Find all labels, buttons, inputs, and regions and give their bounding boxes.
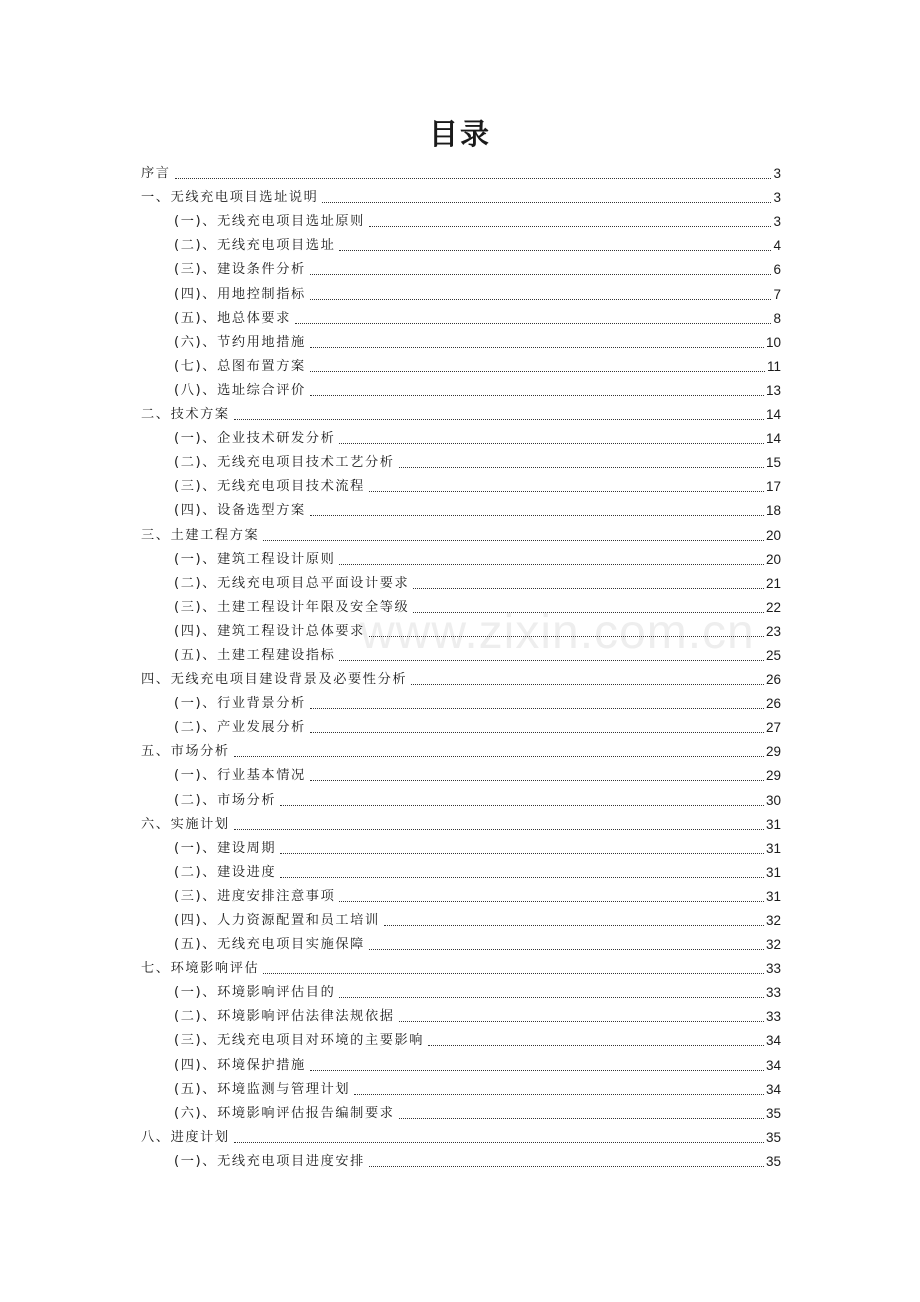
toc-leader-dots	[310, 371, 765, 372]
toc-entry-page-number: 14	[765, 407, 781, 423]
toc-entry-page-number: 11	[766, 358, 781, 374]
toc-entry[interactable]	[141, 232, 781, 256]
toc-entry[interactable]	[141, 1027, 781, 1051]
toc-entry[interactable]	[141, 1124, 781, 1148]
toc-leader-dots	[310, 274, 772, 275]
toc-leader-dots	[310, 347, 764, 348]
toc-leader-dots	[310, 299, 772, 300]
toc-entry-label: (二)、环境影响评估法律法规依据	[174, 1009, 395, 1025]
toc-entry[interactable]	[141, 570, 781, 594]
toc-entry-page-number: 32	[765, 937, 781, 953]
toc-entry-page-number: 14	[765, 431, 781, 447]
toc-entry-label: (六)、节约用地措施	[174, 334, 306, 350]
toc-leader-dots	[411, 684, 764, 685]
toc-entry-page-number: 31	[765, 888, 781, 904]
toc-entry-label: (四)、建筑工程设计总体要求	[174, 623, 365, 639]
toc-entry-page-number: 29	[765, 744, 781, 760]
toc-leader-dots	[310, 515, 764, 516]
toc-leader-dots	[310, 395, 764, 396]
toc-entry-label: 三、土建工程方案	[141, 527, 260, 543]
toc-entry-label: (二)、产业发展分析	[174, 720, 306, 736]
toc-entry[interactable]	[141, 208, 781, 232]
toc-leader-dots	[234, 1142, 764, 1143]
toc-leader-dots	[339, 901, 764, 902]
toc-entry-page-number: 29	[765, 768, 781, 784]
toc-leader-dots	[310, 1070, 764, 1071]
toc-entry-label: 二、技术方案	[141, 407, 230, 423]
toc-leader-dots	[369, 949, 764, 950]
toc-entry[interactable]	[141, 329, 781, 353]
toc-entry[interactable]	[141, 1003, 781, 1027]
toc-leader-dots	[339, 660, 764, 661]
toc-entry-label: (五)、环境监测与管理计划	[174, 1081, 351, 1097]
toc-entry[interactable]	[141, 377, 781, 401]
toc-leader-dots	[399, 467, 764, 468]
toc-leader-dots	[384, 925, 764, 926]
toc-leader-dots	[369, 226, 772, 227]
toc-entry-page-number: 21	[765, 575, 781, 591]
toc-entry-page-number: 35	[765, 1129, 781, 1145]
toc-entry-label: (三)、建设条件分析	[174, 262, 306, 278]
toc-entry[interactable]	[141, 642, 781, 666]
toc-entry-label: (四)、人力资源配置和员工培训	[174, 913, 380, 928]
toc-entry-page-number: 32	[765, 913, 781, 928]
toc-entry-page-number: 4	[773, 238, 781, 254]
toc-leader-dots	[263, 540, 764, 541]
toc-entry-page-number: 3	[773, 166, 781, 182]
toc-entry[interactable]	[141, 931, 781, 955]
toc-entry[interactable]	[141, 160, 781, 184]
toc-entry-page-number: 33	[765, 961, 781, 977]
toc-entry-page-number: 27	[765, 720, 781, 736]
toc-entry[interactable]	[141, 594, 781, 618]
toc-entry-page-number: 13	[765, 382, 781, 398]
toc-entry-label: (二)、无线充电项目技术工艺分析	[174, 455, 395, 471]
toc-entry[interactable]	[141, 1100, 781, 1124]
toc-entry-page-number: 10	[765, 334, 781, 350]
toc-entry-label: 七、环境影响评估	[141, 961, 260, 977]
toc-entry-label: 六、实施计划	[141, 816, 230, 832]
toc-entry-label: (七)、总图布置方案	[174, 358, 306, 374]
toc-entry-label: 一、无线充电项目选址说明	[141, 190, 319, 206]
toc-leader-dots	[234, 419, 764, 420]
toc-entry[interactable]	[141, 401, 781, 425]
toc-entry-label: (一)、无线充电项目选址原则	[174, 214, 365, 230]
toc-entry[interactable]	[141, 184, 781, 208]
toc-leader-dots	[280, 853, 764, 854]
toc-entry[interactable]	[141, 280, 781, 304]
toc-entry-page-number: 34	[765, 1033, 781, 1049]
toc-entry-label: (五)、土建工程建设指标	[174, 647, 336, 663]
toc-entry-label: (二)、市场分析	[174, 792, 277, 808]
toc-entry[interactable]	[141, 1051, 781, 1075]
toc-entry-page-number: 6	[773, 262, 781, 278]
toc-entry-page-number: 33	[765, 1009, 781, 1025]
toc-entry[interactable]	[141, 835, 781, 859]
toc-leader-dots	[310, 708, 764, 709]
toc-entry-label: (四)、设备选型方案	[174, 503, 306, 519]
toc-entry-page-number: 26	[765, 696, 781, 712]
toc-entry[interactable]	[141, 859, 781, 883]
toc-entry-page-number: 20	[765, 551, 781, 567]
toc-entry[interactable]	[141, 762, 781, 786]
toc-entry-label: (六)、环境影响评估报告编制要求	[174, 1105, 395, 1121]
toc-entry-label: (二)、无线充电项目总平面设计要求	[174, 575, 410, 591]
toc-leader-dots	[322, 202, 771, 203]
toc-entry-page-number: 25	[765, 647, 781, 663]
toc-entry-page-number: 35	[765, 1105, 781, 1121]
toc-leader-dots	[280, 877, 764, 878]
toc-leader-dots	[310, 732, 764, 733]
toc-entry[interactable]	[141, 425, 781, 449]
toc-entry[interactable]	[141, 497, 781, 521]
toc-leader-dots	[369, 636, 764, 637]
toc-entry-label: (五)、地总体要求	[174, 310, 292, 326]
toc-leader-dots	[310, 780, 764, 781]
toc-entry-page-number: 30	[765, 792, 781, 808]
toc-entry-page-number: 34	[765, 1057, 781, 1073]
toc-entry-label: (三)、进度安排注意事项	[174, 888, 336, 904]
toc-entry-label: (一)、环境影响评估目的	[174, 985, 336, 1001]
toc-leader-dots	[399, 1021, 764, 1022]
toc-entry-page-number: 23	[765, 623, 781, 639]
toc-leader-dots	[413, 588, 764, 589]
toc-entry-label: 序言	[141, 166, 171, 182]
toc-entry-page-number: 22	[765, 599, 781, 615]
toc-entry-label: (一)、企业技术研发分析	[174, 431, 336, 447]
toc-entry[interactable]	[141, 714, 781, 738]
toc-entry[interactable]	[141, 1076, 781, 1100]
toc-leader-dots	[234, 756, 764, 757]
toc-leader-dots	[339, 443, 764, 444]
toc-entry-label: 八、进度计划	[141, 1129, 230, 1145]
toc-entry[interactable]	[141, 811, 781, 835]
toc-leader-dots	[295, 323, 771, 324]
toc-entry[interactable]	[141, 256, 781, 280]
toc-entry-page-number: 15	[765, 455, 781, 471]
toc-leader-dots	[369, 1166, 764, 1167]
table-of-contents	[141, 160, 781, 1172]
toc-entry-page-number: 8	[773, 310, 781, 326]
toc-leader-dots	[354, 1094, 764, 1095]
toc-leader-dots	[339, 997, 764, 998]
toc-entry-label: (八)、选址综合评价	[174, 382, 306, 398]
toc-entry-label: (一)、无线充电项目进度安排	[174, 1153, 365, 1169]
watermark: www.zixin.com.cn	[360, 606, 755, 659]
toc-entry-label: (一)、建设周期	[174, 840, 277, 856]
toc-entry[interactable]	[141, 521, 781, 545]
toc-entry[interactable]	[141, 449, 781, 473]
toc-entry-label: (二)、无线充电项目选址	[174, 238, 336, 254]
toc-entry-page-number: 34	[765, 1081, 781, 1097]
toc-entry-page-number: 31	[765, 864, 781, 880]
page-title: 目录	[428, 117, 491, 151]
toc-entry[interactable]	[141, 666, 781, 690]
toc-entry[interactable]	[141, 618, 781, 642]
toc-entry[interactable]	[141, 883, 781, 907]
toc-entry-page-number: 7	[773, 286, 781, 302]
toc-entry-label: (三)、土建工程设计年限及安全等级	[174, 599, 410, 615]
toc-leader-dots	[369, 491, 764, 492]
toc-entry[interactable]	[141, 979, 781, 1003]
toc-entry-page-number: 3	[773, 214, 781, 230]
toc-entry-label: (二)、建设进度	[174, 864, 277, 880]
toc-leader-dots	[175, 178, 772, 179]
toc-entry-page-number: 20	[765, 527, 781, 543]
toc-entry[interactable]	[141, 305, 781, 329]
toc-entry[interactable]	[141, 1148, 781, 1172]
toc-entry-label: (五)、无线充电项目实施保障	[174, 937, 365, 953]
toc-entry[interactable]	[141, 786, 781, 810]
toc-entry-page-number: 31	[765, 840, 781, 856]
toc-leader-dots	[428, 1045, 764, 1046]
toc-leader-dots	[399, 1118, 764, 1119]
toc-entry[interactable]	[141, 955, 781, 979]
toc-entry[interactable]	[141, 473, 781, 497]
toc-entry-label: 四、无线充电项目建设背景及必要性分析	[141, 672, 408, 688]
toc-entry-page-number: 17	[765, 479, 781, 495]
toc-entry[interactable]	[141, 546, 781, 570]
toc-leader-dots	[413, 612, 764, 613]
toc-entry-page-number: 35	[765, 1153, 781, 1169]
toc-entry-label: (一)、建筑工程设计原则	[174, 551, 336, 567]
toc-entry-label: (三)、无线充电项目对环境的主要影响	[174, 1033, 425, 1049]
toc-entry-page-number: 31	[765, 816, 781, 832]
toc-entry-label: (四)、环境保护措施	[174, 1057, 306, 1073]
toc-leader-dots	[339, 250, 771, 251]
toc-entry-label: (四)、用地控制指标	[174, 286, 306, 302]
toc-entry-page-number: 26	[765, 672, 781, 688]
toc-entry[interactable]	[141, 738, 781, 762]
toc-entry-label: 五、市场分析	[141, 744, 230, 760]
toc-leader-dots	[234, 829, 764, 830]
toc-entry[interactable]	[141, 690, 781, 714]
toc-entry-label: (一)、行业背景分析	[174, 696, 306, 712]
toc-entry[interactable]	[141, 353, 781, 377]
toc-entry-page-number: 3	[773, 190, 781, 206]
toc-leader-dots	[263, 973, 764, 974]
toc-entry[interactable]	[141, 907, 781, 931]
toc-entry-label: (一)、行业基本情况	[174, 768, 306, 784]
toc-leader-dots	[280, 805, 764, 806]
toc-entry-page-number: 33	[765, 985, 781, 1001]
toc-entry-label: (三)、无线充电项目技术流程	[174, 479, 365, 495]
toc-entry-page-number: 18	[765, 503, 781, 519]
toc-leader-dots	[339, 564, 764, 565]
